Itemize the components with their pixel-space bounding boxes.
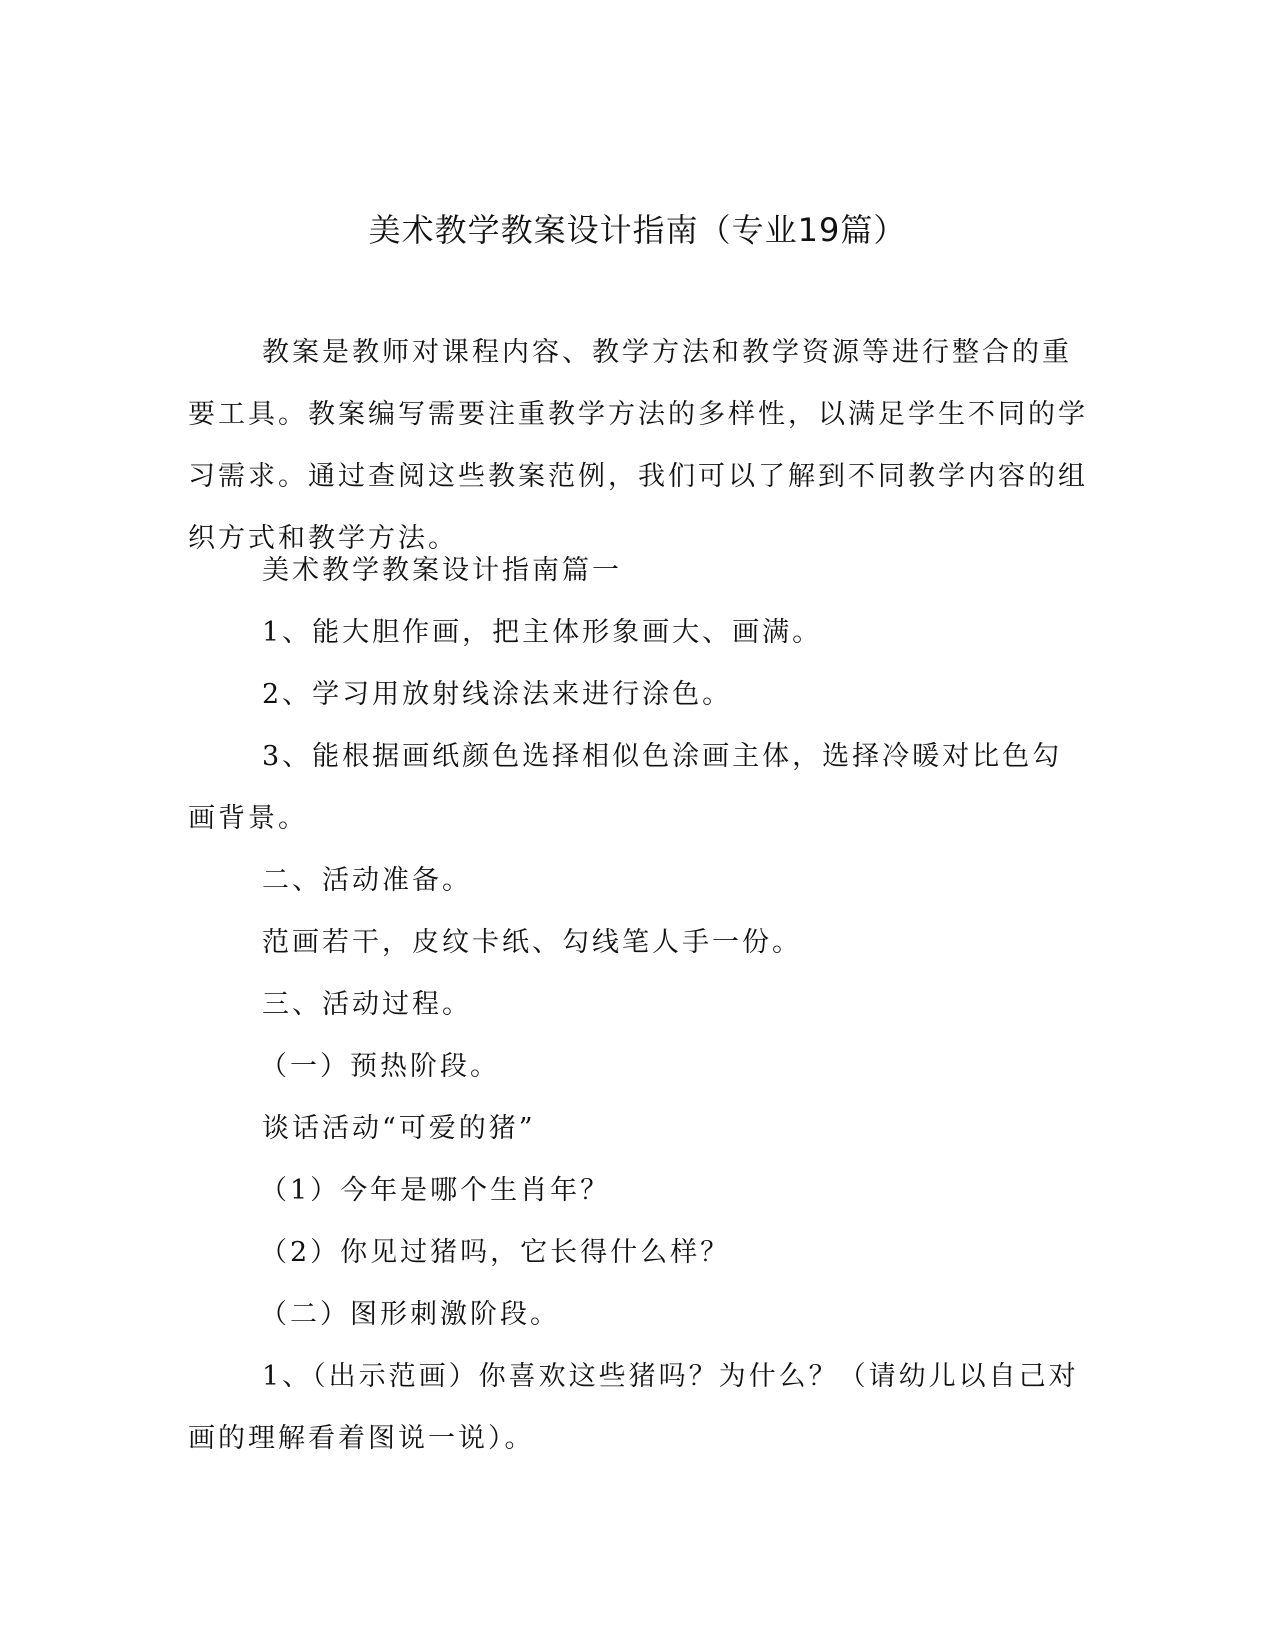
stage2-item: 1、（出示范画）你喜欢这些猪吗？为什么？（请幼儿以自己对画的理解看着图说一说）。 (188, 1361, 1079, 1454)
intro-section (188, 322, 1088, 570)
prep-text: 范画若干，皮纹卡纸、勾线笔人手一份。 (262, 927, 802, 958)
objective-item: 1、能大胆作画，把主体形象画大、画满。 (262, 617, 823, 648)
talk-activity: 谈话活动“可爱的猪” (262, 1113, 536, 1144)
stage1-heading: （一）预热阶段。 (260, 1051, 500, 1082)
process-heading: 三、活动过程。 (262, 989, 472, 1020)
intro-paragraph: 教案是教师对课程内容、教学方法和教学资源等进行整合的重要工具。教案编写需要注重教学方法的多样性，以满足学生不同的学习需求。通过查阅这些教案范例，我们可以了解到不同教学内容的组织方式和教学方法。 (188, 337, 1088, 554)
objective-item: 2、学习用放射线涂法来进行涂色。 (262, 679, 733, 710)
document-title: 美术教学教案设计指南（专业19篇） (368, 211, 907, 249)
stage2-heading: （二）图形刺激阶段。 (260, 1299, 560, 1330)
lesson-section (188, 540, 1088, 1470)
section-heading: 美术教学教案设计指南篇一 (262, 555, 622, 586)
objective-item: 3、能根据画纸颜色选择相似色涂画主体，选择冷暖对比色勾画背景。 (188, 741, 1063, 834)
question-item: （2）你见过猪吗，它长得什么样？ (260, 1237, 731, 1268)
question-item: （1）今年是哪个生肖年？ (260, 1175, 611, 1206)
prep-heading: 二、活动准备。 (262, 865, 472, 896)
